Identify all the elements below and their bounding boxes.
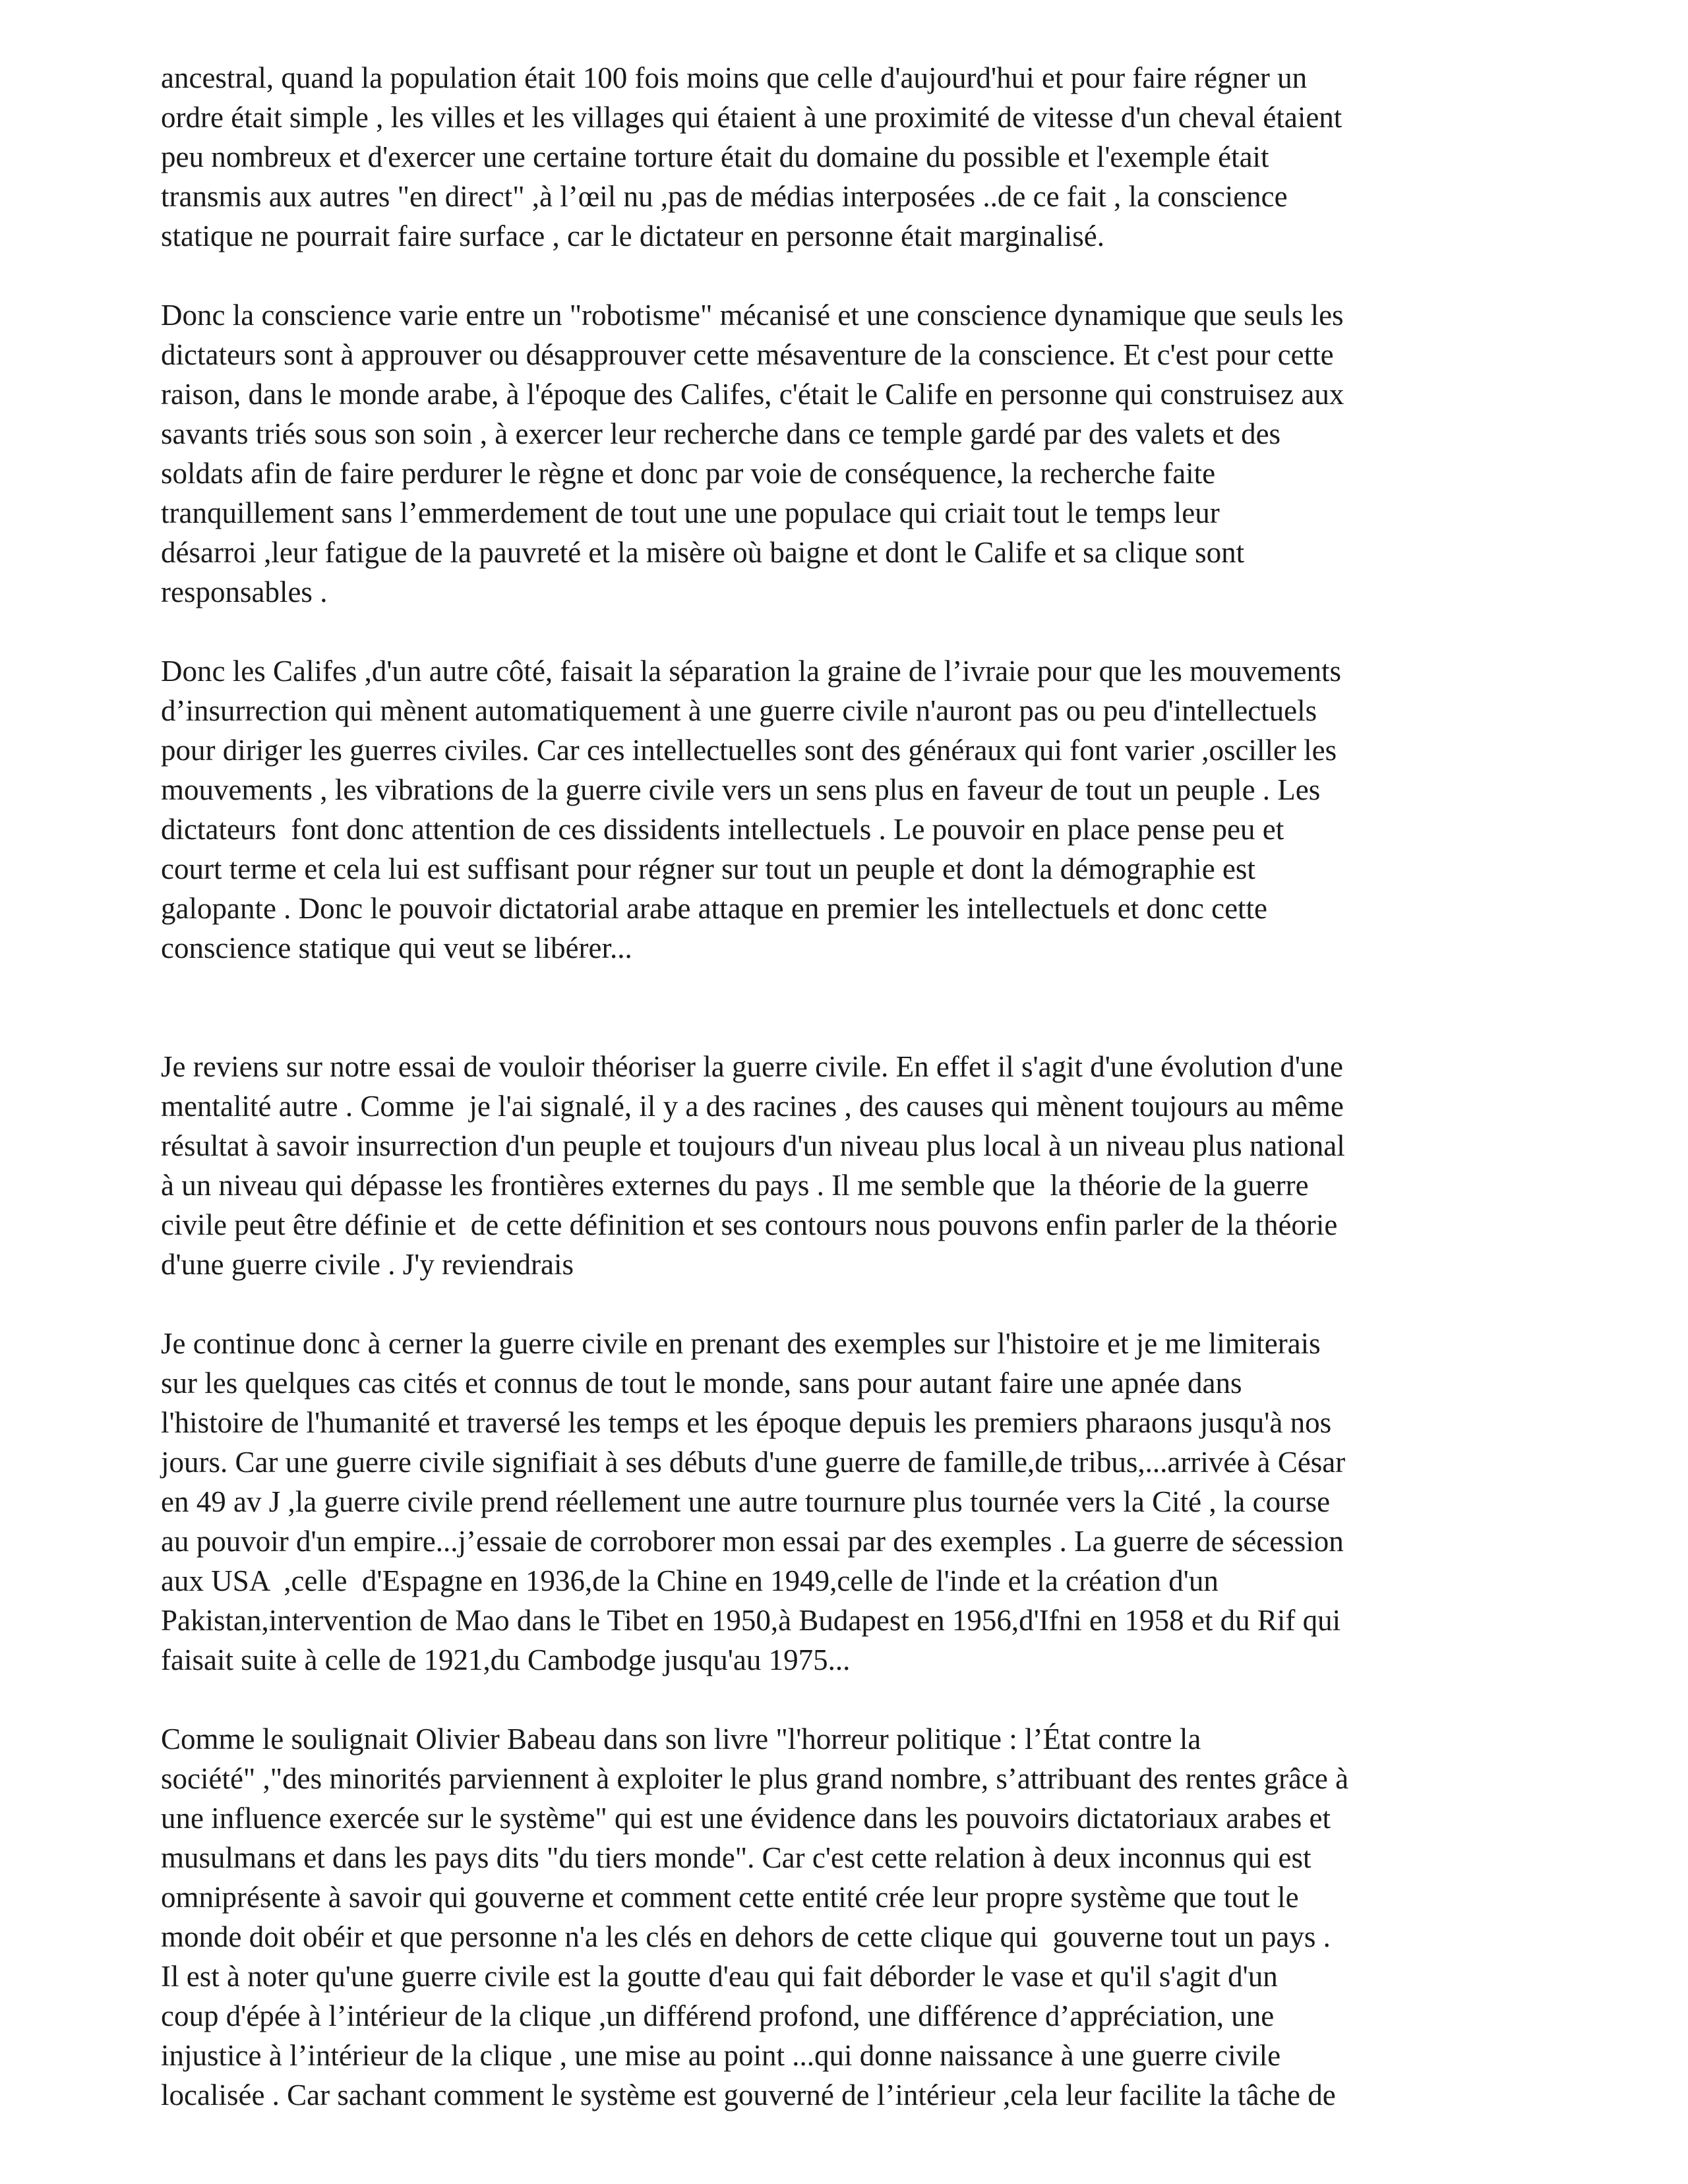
text-line: musulmans et dans les pays dits "du tiers monde". Car c'est cette relation à deux inconnus qui est [161,1841,1311,1874]
text-line: ordre était simple , les villes et les villages qui étaient à une proximité de vitesse d'un cheval étaient [161,101,1342,134]
text-line: tranquillement sans l’emmerdement de tout une une populace qui criait tout le temps leur [161,496,1220,529]
text-line: Pakistan,intervention de Mao dans le Tibet en 1950,à Budapest en 1956,d'Ifni en 1958 et du Rif qui [161,1604,1341,1637]
paragraph-spacer [161,1284,1532,1324]
text-line: savants triés sous son soin , à exercer leur recherche dans ce temple gardé par des valets et des [161,417,1281,450]
text-line: faisait suite à celle de 1921,du Cambodge jusqu'au 1975... [161,1643,851,1676]
paragraph-2 [161,295,1532,612]
text-line: raison, dans le monde arabe, à l'époque des Califes, c'était le Calife en personne qui construisez aux [161,378,1344,411]
text-line: aux USA ,celle d'Espagne en 1936,de la Chine en 1949,celle de l'inde et la création d'un [161,1564,1219,1597]
text-line: court terme et cela lui est suffisant pour régner sur tout un peuple et dont la démographie est [161,852,1255,885]
text-line: d’insurrection qui mènent automatiquement à une guerre civile n'auront pas ou peu d'intellectuels [161,694,1317,727]
text-line: localisée . Car sachant comment le système est gouverné de l’intérieur ,cela leur facilite la tâche de [161,2079,1336,2111]
text-line: dictateurs font donc attention de ces dissidents intellectuels . Le pouvoir en place pense peu et [161,813,1284,846]
text-line: soldats afin de faire perdurer le règne et donc par voie de conséquence, la recherche faite [161,457,1216,490]
paragraph-spacer-large [161,968,1532,1047]
text-line: en 49 av J ,la guerre civile prend réellement une autre tournure plus tournée vers la Cité , la course [161,1485,1331,1518]
text-line: désarroi ,leur fatigue de la pauvreté et la misère où baigne et dont le Calife et sa clique sont [161,536,1245,569]
text-line: omniprésente à savoir qui gouverne et comment cette entité crée leur propre système que tout le [161,1881,1299,1914]
text-line: au pouvoir d'un empire...j’essaie de corroborer mon essai par des exemples . La guerre de sécession [161,1525,1344,1558]
text-line: monde doit obéir et que personne n'a les clés en dehors de cette clique qui gouverne tout un pays . [161,1920,1331,1953]
paragraph-spacer [161,256,1532,295]
text-line: d'une guerre civile . J'y reviendrais [161,1248,574,1281]
text-line: mouvements , les vibrations de la guerre civile vers un sens plus en faveur de tout un peuple . Les [161,773,1321,806]
text-line: mentalité autre . Comme je l'ai signalé, il y a des racines , des causes qui mènent toujours au même [161,1090,1344,1123]
text-line: dictateurs sont à approuver ou désapprouver cette mésaventure de la conscience. Et c'est pour cette [161,338,1334,371]
text-line: résultat à savoir insurrection d'un peuple et toujours d'un niveau plus local à un niveau plus national [161,1129,1345,1162]
text-line: Je continue donc à cerner la guerre civile en prenant des exemples sur l'histoire et je me limiterais [161,1327,1321,1360]
text-line: statique ne pourrait faire surface , car le dictateur en personne était marginalisé. [161,220,1105,252]
text-line: injustice à l’intérieur de la clique , une mise au point ...qui donne naissance à une guerre civile [161,2039,1281,2072]
paragraph-1 [161,58,1532,256]
document-page [161,58,1532,2115]
text-line: Je reviens sur notre essai de vouloir théoriser la guerre civile. En effet il s'agit d'une évolution d'une [161,1050,1343,1083]
text-line: peu nombreux et d'exercer une certaine torture était du domaine du possible et l'exemple était [161,140,1269,173]
text-line: société" ,"des minorités parviennent à exploiter le plus grand nombre, s’attribuant des rentes grâce à [161,1762,1349,1795]
paragraph-spacer [161,612,1532,651]
text-line: jours. Car une guerre civile signifiait à ses débuts d'une guerre de famille,de tribus,...arrivée à César [161,1446,1346,1479]
text-line: responsables . [161,576,328,608]
text-line: Donc la conscience varie entre un "robotisme" mécanisé et une conscience dynamique que seuls les [161,299,1344,332]
text-line: Comme le soulignait Olivier Babeau dans son livre "l'horreur politique : l’État contre la [161,1723,1201,1756]
text-line: à un niveau qui dépasse les frontières externes du pays . Il me semble que la théorie de la guerre [161,1169,1309,1202]
paragraph-4 [161,1047,1532,1284]
text-line: conscience statique qui veut se libérer... [161,931,632,964]
text-line: transmis aux autres "en direct" ,à l’œil nu ,pas de médias interposées ..de ce fait , la conscience [161,180,1288,213]
paragraph-6 [161,1719,1532,2115]
text-line: sur les quelques cas cités et connus de tout le monde, sans pour autant faire une apnée dans [161,1367,1242,1400]
text-line: une influence exercée sur le système" qui est une évidence dans les pouvoirs dictatoriaux arabes et [161,1802,1331,1835]
text-line: Donc les Califes ,d'un autre côté, faisait la séparation la graine de l’ivraie pour que les mouvements [161,655,1341,688]
text-line: l'histoire de l'humanité et traversé les temps et les époque depuis les premiers pharaons jusqu'à nos [161,1406,1332,1439]
text-line: Il est à noter qu'une guerre civile est la goutte d'eau qui fait déborder le vase et qu'il s'agit d'un [161,1960,1278,1993]
paragraph-spacer [161,1680,1532,1719]
paragraph-3 [161,651,1532,968]
text-line: pour diriger les guerres civiles. Car ces intellectuelles sont des généraux qui font varier ,osciller les [161,734,1337,767]
text-line: ancestral, quand la population était 100 fois moins que celle d'aujourd'hui et pour faire régner un [161,61,1308,94]
paragraph-5 [161,1324,1532,1680]
text-line: coup d'épée à l’intérieur de la clique ,un différend profond, une différence d’appréciation, une [161,1999,1275,2032]
text-line: civile peut être définie et de cette définition et ses contours nous pouvons enfin parler de la théorie [161,1208,1338,1241]
text-line: galopante . Donc le pouvoir dictatorial arabe attaque en premier les intellectuels et donc cette [161,892,1268,925]
